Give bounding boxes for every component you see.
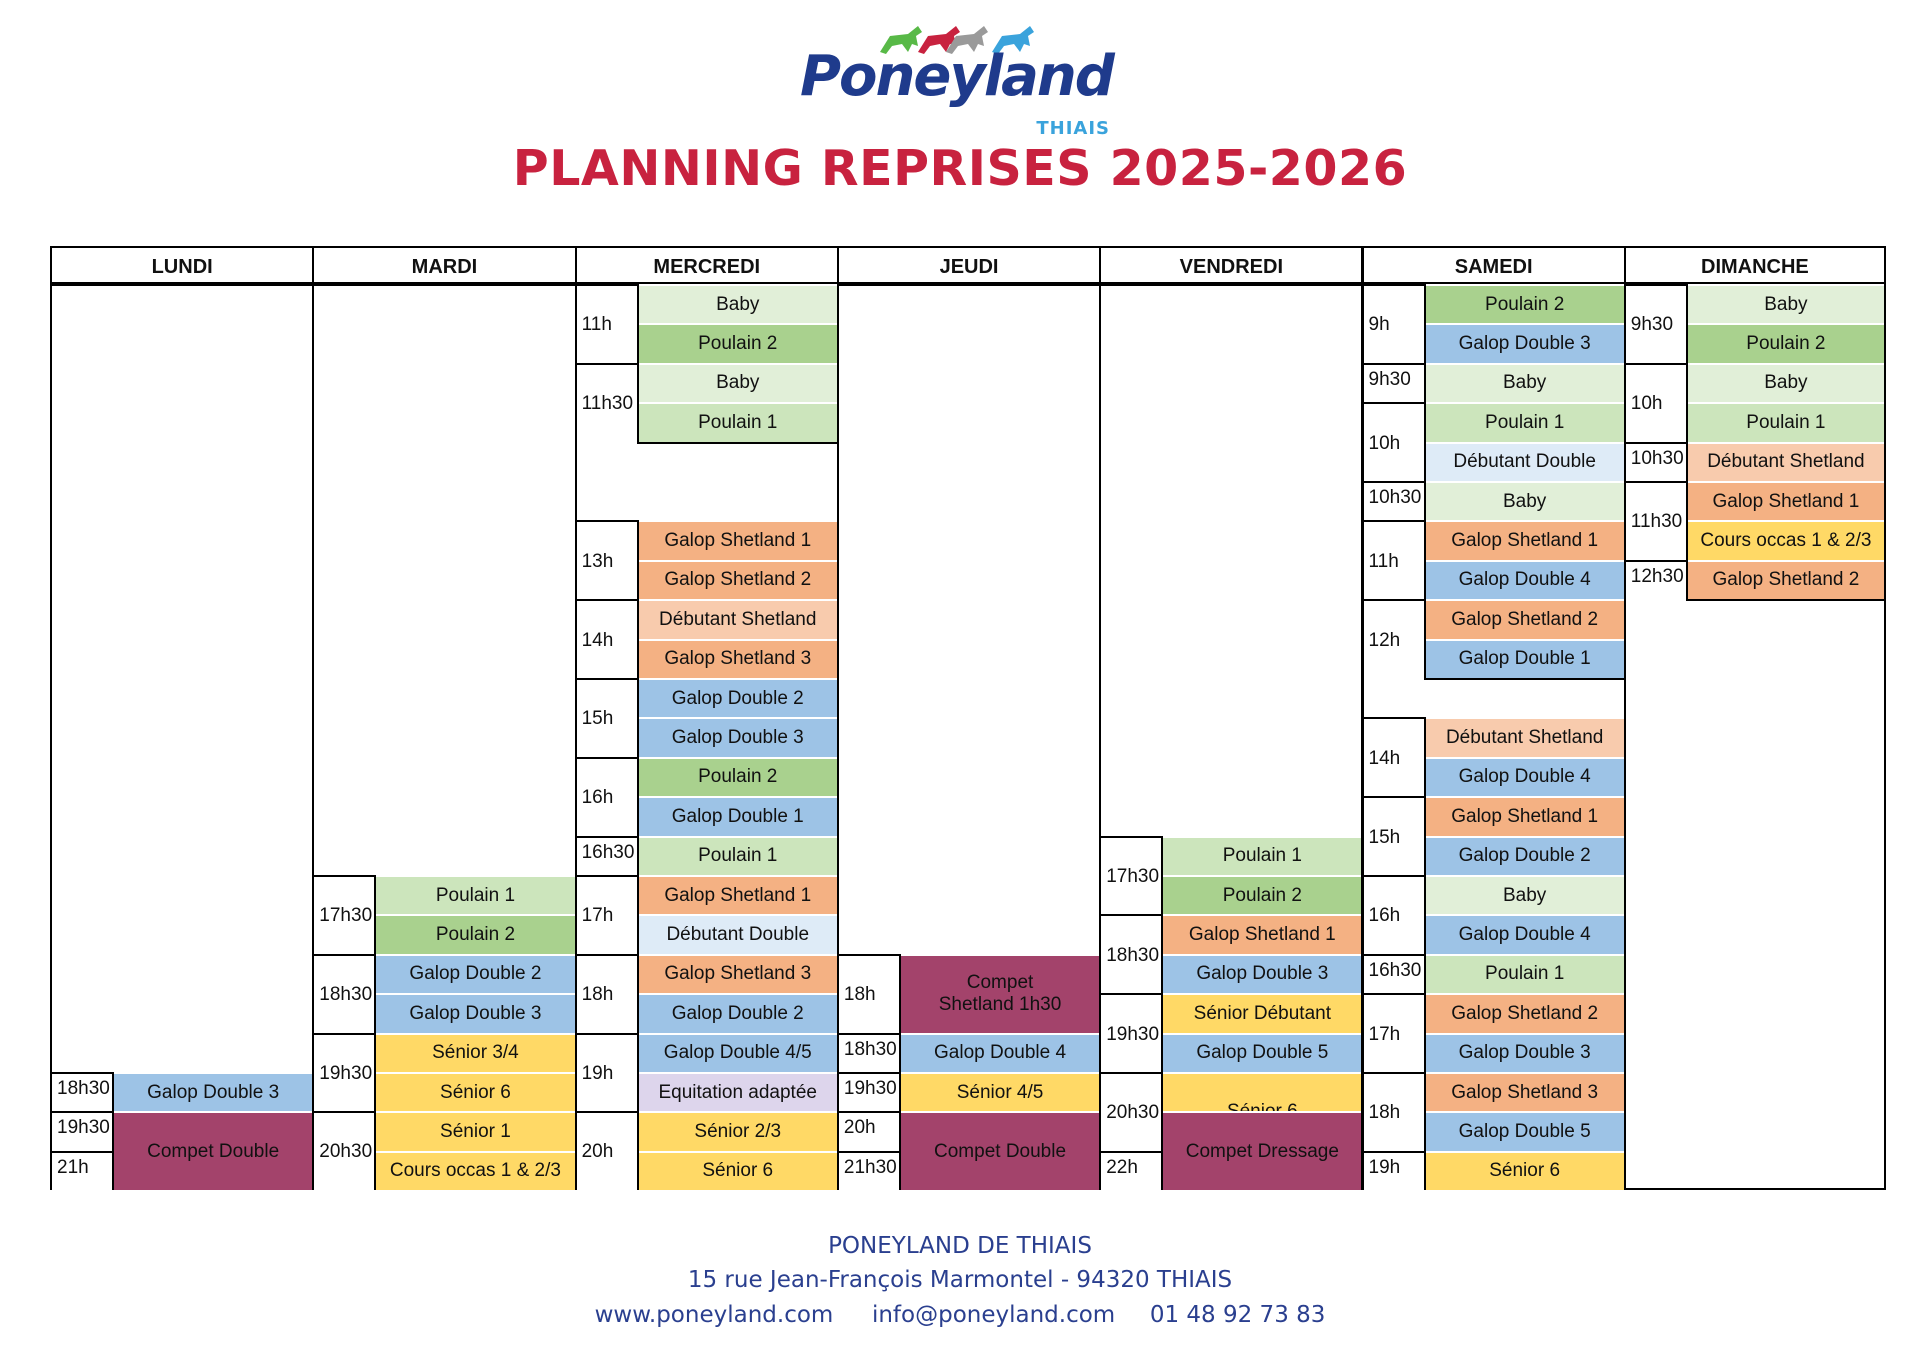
- footer-website[interactable]: www.poneyland.com: [594, 1302, 834, 1328]
- class-cell[interactable]: Galop Double 3: [376, 993, 574, 1034]
- empty-slot: [1364, 678, 1624, 719]
- time-slot: 9h: [1364, 284, 1426, 365]
- time-slot: 16h30: [577, 836, 639, 877]
- class-cell[interactable]: Galop Double 4: [1426, 560, 1624, 601]
- class-cell[interactable]: Poulain 1: [1426, 402, 1624, 441]
- class-cell[interactable]: Galop Double 3: [114, 1072, 312, 1113]
- class-cell[interactable]: Poulain 2: [639, 323, 837, 364]
- day-header-4: VENDREDI: [1099, 246, 1363, 284]
- class-cell[interactable]: Baby: [1688, 363, 1884, 402]
- time-slot: 14h: [1364, 717, 1426, 798]
- class-cell[interactable]: Baby: [639, 363, 837, 402]
- time-slot: 19h30: [1101, 993, 1163, 1074]
- class-cell[interactable]: Débutant Shetland: [1688, 442, 1884, 483]
- time-slot: 11h30: [1626, 481, 1688, 562]
- class-cell[interactable]: Poulain 1: [639, 402, 837, 443]
- class-cell[interactable]: Galop Double 4: [901, 1033, 1099, 1074]
- time-slot: 18h: [1364, 1072, 1426, 1153]
- class-cell[interactable]: Compet Double: [114, 1111, 312, 1190]
- time-slot: 11h30: [577, 363, 639, 444]
- time-slot: 11h: [1364, 520, 1426, 601]
- time-slot: 20h: [577, 1111, 639, 1190]
- time-slot: 19h: [1364, 1151, 1426, 1190]
- class-cell[interactable]: Galop Double 5: [1163, 1033, 1361, 1074]
- footer-name: PONEYLAND DE THIAIS: [828, 1233, 1092, 1259]
- day-column-0: [50, 284, 314, 1190]
- class-cell[interactable]: Poulain 2: [1163, 875, 1361, 916]
- class-cell[interactable]: Débutant Double: [639, 914, 837, 955]
- day-header-2: MERCREDI: [575, 246, 839, 284]
- class-cell[interactable]: Galop Double 3: [1426, 1033, 1624, 1074]
- class-cell[interactable]: Sénior Débutant: [1163, 993, 1361, 1032]
- schedule-grid: [50, 246, 1886, 1190]
- class-cell[interactable]: Baby: [1426, 875, 1624, 914]
- time-slot: 20h30: [314, 1111, 376, 1190]
- time-slot: 16h: [577, 757, 639, 838]
- time-slot: 10h30: [1626, 442, 1688, 483]
- class-cell[interactable]: Sénior 6: [639, 1151, 837, 1190]
- time-slot: 9h30: [1364, 363, 1426, 404]
- time-slot: 17h30: [1101, 836, 1163, 917]
- time-slot: 18h30: [52, 1072, 114, 1113]
- class-cell[interactable]: Poulain 1: [376, 875, 574, 914]
- day-header-6: DIMANCHE: [1624, 246, 1886, 284]
- time-slot: 18h30: [314, 954, 376, 1035]
- class-cell[interactable]: Poulain 1: [1163, 836, 1361, 875]
- class-cell[interactable]: Baby: [639, 284, 837, 323]
- day-header-1: MARDI: [312, 246, 576, 284]
- time-slot: 16h: [1364, 875, 1426, 956]
- class-cell[interactable]: Sénior 6: [1426, 1151, 1624, 1190]
- class-cell[interactable]: Galop Shetland 1: [639, 875, 837, 914]
- class-cell[interactable]: Poulain 2: [1426, 284, 1624, 323]
- class-cell[interactable]: Galop Double 1: [1426, 639, 1624, 680]
- class-cell[interactable]: Débutant Shetland: [1426, 717, 1624, 756]
- class-cell[interactable]: Galop Shetland 2: [1688, 560, 1884, 601]
- class-cell[interactable]: Sénior 2/3: [639, 1111, 837, 1150]
- class-cell[interactable]: Galop Double 5: [1426, 1111, 1624, 1152]
- class-cell[interactable]: Poulain 1: [639, 836, 837, 877]
- time-slot: 10h30: [1364, 481, 1426, 522]
- class-cell[interactable]: Equitation adaptée: [639, 1072, 837, 1113]
- time-slot: 9h30: [1626, 284, 1688, 365]
- footer-address: 15 rue Jean-François Marmontel - 94320 THIAIS: [687, 1267, 1233, 1293]
- brand-subtitle: THIAIS: [1036, 118, 1110, 139]
- time-slot: 17h: [577, 875, 639, 956]
- time-slot: 21h30: [839, 1151, 901, 1190]
- empty-slot: [577, 442, 837, 523]
- time-slot: 11h: [577, 284, 639, 365]
- class-cell[interactable]: Galop Double 1: [639, 796, 837, 837]
- footer-phone: 01 48 92 73 83: [1149, 1302, 1326, 1328]
- class-cell[interactable]: Galop Double 4: [1426, 757, 1624, 798]
- class-cell[interactable]: Sénior 1: [376, 1111, 574, 1150]
- class-cell[interactable]: Débutant Shetland: [639, 599, 837, 638]
- class-cell[interactable]: Galop Double 2: [639, 993, 837, 1034]
- time-slot: 17h: [1364, 993, 1426, 1074]
- time-slot: 14h: [577, 599, 639, 680]
- class-cell[interactable]: Galop Shetland 1: [1688, 481, 1884, 520]
- class-cell[interactable]: Galop Double 2: [639, 678, 837, 717]
- class-cell[interactable]: Galop Shetland 2: [1426, 993, 1624, 1032]
- day-header-0: LUNDI: [50, 246, 314, 284]
- brand-name: Poneyland: [800, 44, 1113, 109]
- class-cell[interactable]: Sénior 3/4: [376, 1033, 574, 1072]
- time-slot: 18h: [839, 954, 901, 1035]
- poneyland-logo: [800, 22, 1120, 139]
- class-cell[interactable]: Galop Double 4: [1426, 914, 1624, 955]
- time-slot: 10h: [1364, 402, 1426, 483]
- class-cell[interactable]: Galop Shetland 1: [639, 520, 837, 559]
- class-cell[interactable]: Sénior 6: [376, 1072, 574, 1113]
- time-slot: 19h30: [839, 1072, 901, 1113]
- class-cell[interactable]: Compet Shetland 1h30: [901, 954, 1099, 1035]
- time-slot: 20h: [839, 1111, 901, 1152]
- class-cell[interactable]: Galop Shetland 1: [1426, 796, 1624, 835]
- class-cell[interactable]: Poulain 2: [639, 757, 837, 796]
- class-cell[interactable]: Compet Dressage: [1163, 1111, 1361, 1190]
- class-cell[interactable]: Galop Shetland 3: [1426, 1072, 1624, 1111]
- time-slot: 15h: [577, 678, 639, 759]
- class-cell[interactable]: Galop Double 3: [639, 717, 837, 758]
- class-cell[interactable]: Compet Double: [901, 1111, 1099, 1190]
- time-slot: 19h30: [314, 1033, 376, 1114]
- class-cell[interactable]: Galop Double 3: [1426, 323, 1624, 364]
- class-cell[interactable]: Sénior 4/5: [901, 1072, 1099, 1113]
- time-slot: 19h: [577, 1033, 639, 1114]
- class-cell[interactable]: Galop Shetland 3: [639, 639, 837, 680]
- class-cell[interactable]: Galop Shetland 2: [639, 560, 837, 601]
- class-cell[interactable]: Cours occas 1 & 2/3: [376, 1151, 574, 1190]
- time-slot: 17h30: [314, 875, 376, 956]
- class-cell[interactable]: Galop Shetland 1: [1426, 520, 1624, 559]
- class-cell[interactable]: Poulain 2: [376, 914, 574, 955]
- page-title: PLANNING REPRISES 2025-2026: [512, 140, 1408, 197]
- class-cell[interactable]: Galop Double 3: [1163, 954, 1361, 995]
- day-header-3: JEUDI: [837, 246, 1101, 284]
- footer-email[interactable]: info@poneyland.com: [871, 1302, 1116, 1328]
- class-cell[interactable]: Galop Double 2: [1426, 836, 1624, 877]
- time-slot: 18h: [577, 954, 639, 1035]
- footer-contact: [0, 1302, 1920, 1328]
- class-cell[interactable]: Débutant Double: [1426, 442, 1624, 483]
- time-slot: 13h: [577, 520, 639, 601]
- class-cell[interactable]: Poulain 1: [1426, 954, 1624, 995]
- class-cell[interactable]: Galop Double 4/5: [639, 1033, 837, 1072]
- class-cell[interactable]: Poulain 1: [1688, 402, 1884, 443]
- class-cell[interactable]: Galop Shetland 3: [639, 954, 837, 993]
- time-slot: 10h: [1626, 363, 1688, 444]
- class-cell[interactable]: Galop Double 2: [376, 954, 574, 993]
- day-header-5: SAMEDI: [1362, 246, 1626, 284]
- class-cell[interactable]: Galop Shetland 1: [1163, 914, 1361, 953]
- time-slot: 22h: [1101, 1151, 1163, 1190]
- time-slot: 15h: [1364, 796, 1426, 877]
- class-cell[interactable]: Baby: [1688, 284, 1884, 323]
- class-cell[interactable]: Cours occas 1 & 2/3: [1688, 520, 1884, 561]
- class-cell[interactable]: Galop Shetland 2: [1426, 599, 1624, 638]
- time-slot: 12h30: [1626, 560, 1688, 601]
- class-cell[interactable]: Poulain 2: [1688, 323, 1884, 364]
- time-slot: 12h: [1364, 599, 1426, 680]
- class-cell[interactable]: Baby: [1426, 363, 1624, 404]
- time-slot: 21h: [52, 1151, 114, 1190]
- time-slot: 18h30: [839, 1033, 901, 1074]
- time-slot: 16h30: [1364, 954, 1426, 995]
- time-slot: 20h30: [1101, 1072, 1163, 1153]
- time-slot: 19h30: [52, 1111, 114, 1152]
- time-slot: 18h30: [1101, 914, 1163, 995]
- class-cell[interactable]: Baby: [1426, 481, 1624, 522]
